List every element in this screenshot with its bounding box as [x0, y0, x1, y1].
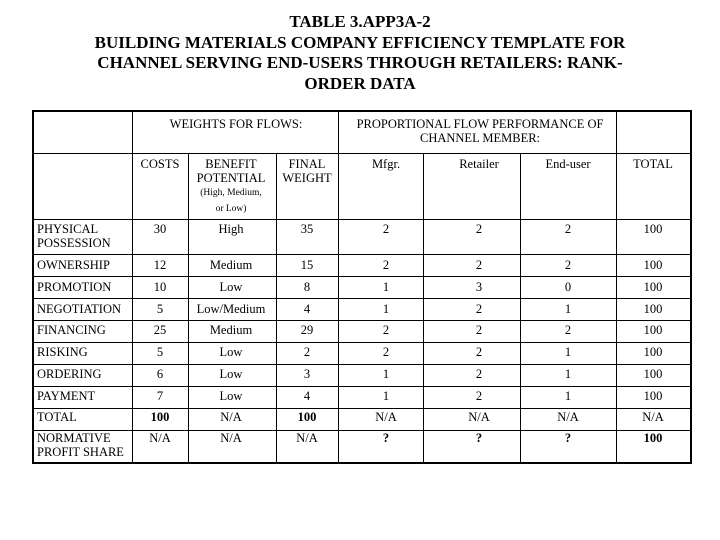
cell-benefit: High [218, 222, 244, 236]
row-label: NEGOTIATION [37, 302, 122, 316]
cell-total: 100 [643, 367, 663, 381]
row-divider [34, 364, 690, 365]
cell-total: 100 [643, 431, 663, 445]
cell-enduser: 2 [564, 323, 572, 337]
title-line: BUILDING MATERIALS COMPANY EFFICIENCY TEMPLATE FOR [94, 32, 626, 52]
cell-final: 2 [303, 345, 311, 359]
cell-costs: 12 [153, 258, 167, 272]
cell-final: N/A [296, 431, 318, 445]
cell-benefit: Low [219, 345, 243, 359]
cell-retailer: 2 [475, 222, 483, 236]
cell-enduser: 2 [564, 258, 572, 272]
cell-benefit: Low [219, 280, 243, 294]
row-divider [34, 320, 690, 321]
row-divider [34, 219, 690, 220]
cell-mfgr: 2 [382, 345, 390, 359]
weights-group-header: WEIGHTS FOR FLOWS: [169, 117, 303, 131]
cell-retailer: 2 [475, 258, 483, 272]
cell-retailer: 2 [475, 389, 483, 403]
row-label-line1: NORMATIVE [37, 431, 111, 445]
cell-final: 29 [300, 323, 314, 337]
row-divider [34, 408, 690, 409]
row-divider [34, 276, 690, 277]
cell-total: 100 [643, 302, 663, 316]
col-header-total: TOTAL [633, 157, 673, 171]
col-header-benefit-line2: POTENTIAL [196, 171, 266, 185]
cell-total: 100 [643, 345, 663, 359]
cell-final: 35 [300, 222, 314, 236]
col-header-retailer: Retailer [459, 157, 499, 171]
cell-final: 3 [303, 367, 311, 381]
col-header-mfgr: Mfgr. [371, 157, 401, 171]
cell-benefit: Low/Medium [196, 302, 266, 316]
cell-final: 4 [303, 302, 311, 316]
cell-enduser: 1 [564, 367, 572, 381]
cell-mfgr: 1 [382, 389, 390, 403]
col-header-benefit-note2: or Low) [215, 204, 247, 214]
cell-total: 100 [643, 323, 663, 337]
cell-final: 15 [300, 258, 314, 272]
cell-final: 100 [297, 410, 317, 424]
row-label-line2: PROFIT SHARE [37, 445, 124, 459]
proportional-group-header-line2: CHANNEL MEMBER: [419, 131, 541, 145]
cell-retailer: 3 [475, 280, 483, 294]
cell-costs: 25 [153, 323, 167, 337]
row-label: FINANCING [37, 323, 106, 337]
cell-costs: 5 [156, 345, 164, 359]
row-divider [34, 386, 690, 387]
row-divider [34, 342, 690, 343]
column-divider [423, 154, 424, 464]
row-label: PROMOTION [37, 280, 112, 294]
column-divider [616, 112, 617, 464]
proportional-group-header-line1: PROPORTIONAL FLOW PERFORMANCE OF [356, 117, 604, 131]
cell-retailer: 2 [475, 345, 483, 359]
cell-final: 8 [303, 280, 311, 294]
cell-total: 100 [643, 222, 663, 236]
cell-benefit: Medium [209, 258, 253, 272]
title-line: ORDER DATA [304, 73, 416, 93]
cell-retailer: N/A [468, 410, 490, 424]
cell-costs: 7 [156, 389, 164, 403]
cell-mfgr: 1 [382, 302, 390, 316]
cell-mfgr: ? [382, 431, 390, 445]
column-divider [188, 154, 189, 464]
cell-costs: 30 [153, 222, 167, 236]
row-label: OWNERSHIP [37, 258, 110, 272]
row-divider [34, 298, 690, 299]
cell-costs: 5 [156, 302, 164, 316]
cell-benefit: Low [219, 389, 243, 403]
cell-mfgr: 2 [382, 258, 390, 272]
title-line: TABLE 3.APP3A-2 [289, 12, 431, 31]
cell-retailer: 2 [475, 323, 483, 337]
cell-final: 4 [303, 389, 311, 403]
cell-enduser: N/A [557, 410, 579, 424]
cell-costs: 100 [150, 410, 170, 424]
cell-costs: N/A [149, 431, 171, 445]
col-header-final-line1: FINAL [288, 157, 326, 171]
cell-total: 100 [643, 280, 663, 294]
cell-retailer: ? [475, 431, 483, 445]
column-divider [132, 112, 133, 464]
page-title [0, 12, 720, 94]
cell-enduser: 2 [564, 222, 572, 236]
column-divider [520, 154, 521, 464]
column-divider [276, 154, 277, 464]
cell-benefit: N/A [220, 431, 242, 445]
row-divider [34, 430, 690, 431]
cell-costs: 6 [156, 367, 164, 381]
cell-total: N/A [642, 410, 664, 424]
col-header-benefit-note1: (High, Medium, [200, 188, 262, 198]
col-header-costs: COSTS [140, 157, 180, 171]
row-divider [34, 153, 690, 154]
cell-enduser: 0 [564, 280, 572, 294]
cell-mfgr: N/A [375, 410, 397, 424]
cell-enduser: 1 [564, 389, 572, 403]
row-label: TOTAL [37, 410, 77, 424]
cell-benefit: N/A [220, 410, 242, 424]
cell-retailer: 2 [475, 367, 483, 381]
row-label: PAYMENT [37, 389, 96, 403]
col-header-enduser: End-user [545, 157, 591, 171]
cell-enduser: 1 [564, 345, 572, 359]
efficiency-table [32, 110, 692, 464]
col-header-benefit-line1: BENEFIT [205, 157, 257, 171]
row-label-line2: POSSESSION [37, 236, 111, 250]
cell-mfgr: 1 [382, 280, 390, 294]
cell-retailer: 2 [475, 302, 483, 316]
cell-mfgr: 2 [382, 323, 390, 337]
cell-costs: 10 [153, 280, 167, 294]
cell-total: 100 [643, 258, 663, 272]
title-line: CHANNEL SERVING END-USERS THROUGH RETAILERS: RANK- [97, 53, 623, 72]
row-divider [34, 254, 690, 255]
cell-benefit: Medium [209, 323, 253, 337]
cell-enduser: ? [564, 431, 572, 445]
cell-benefit: Low [219, 367, 243, 381]
cell-mfgr: 2 [382, 222, 390, 236]
cell-enduser: 1 [564, 302, 572, 316]
col-header-final-line2: WEIGHT [282, 171, 332, 185]
row-label: ORDERING [37, 367, 102, 381]
row-label: RISKING [37, 345, 88, 359]
cell-mfgr: 1 [382, 367, 390, 381]
row-label-line1: PHYSICAL [37, 222, 99, 236]
column-divider [338, 112, 339, 464]
cell-total: 100 [643, 389, 663, 403]
